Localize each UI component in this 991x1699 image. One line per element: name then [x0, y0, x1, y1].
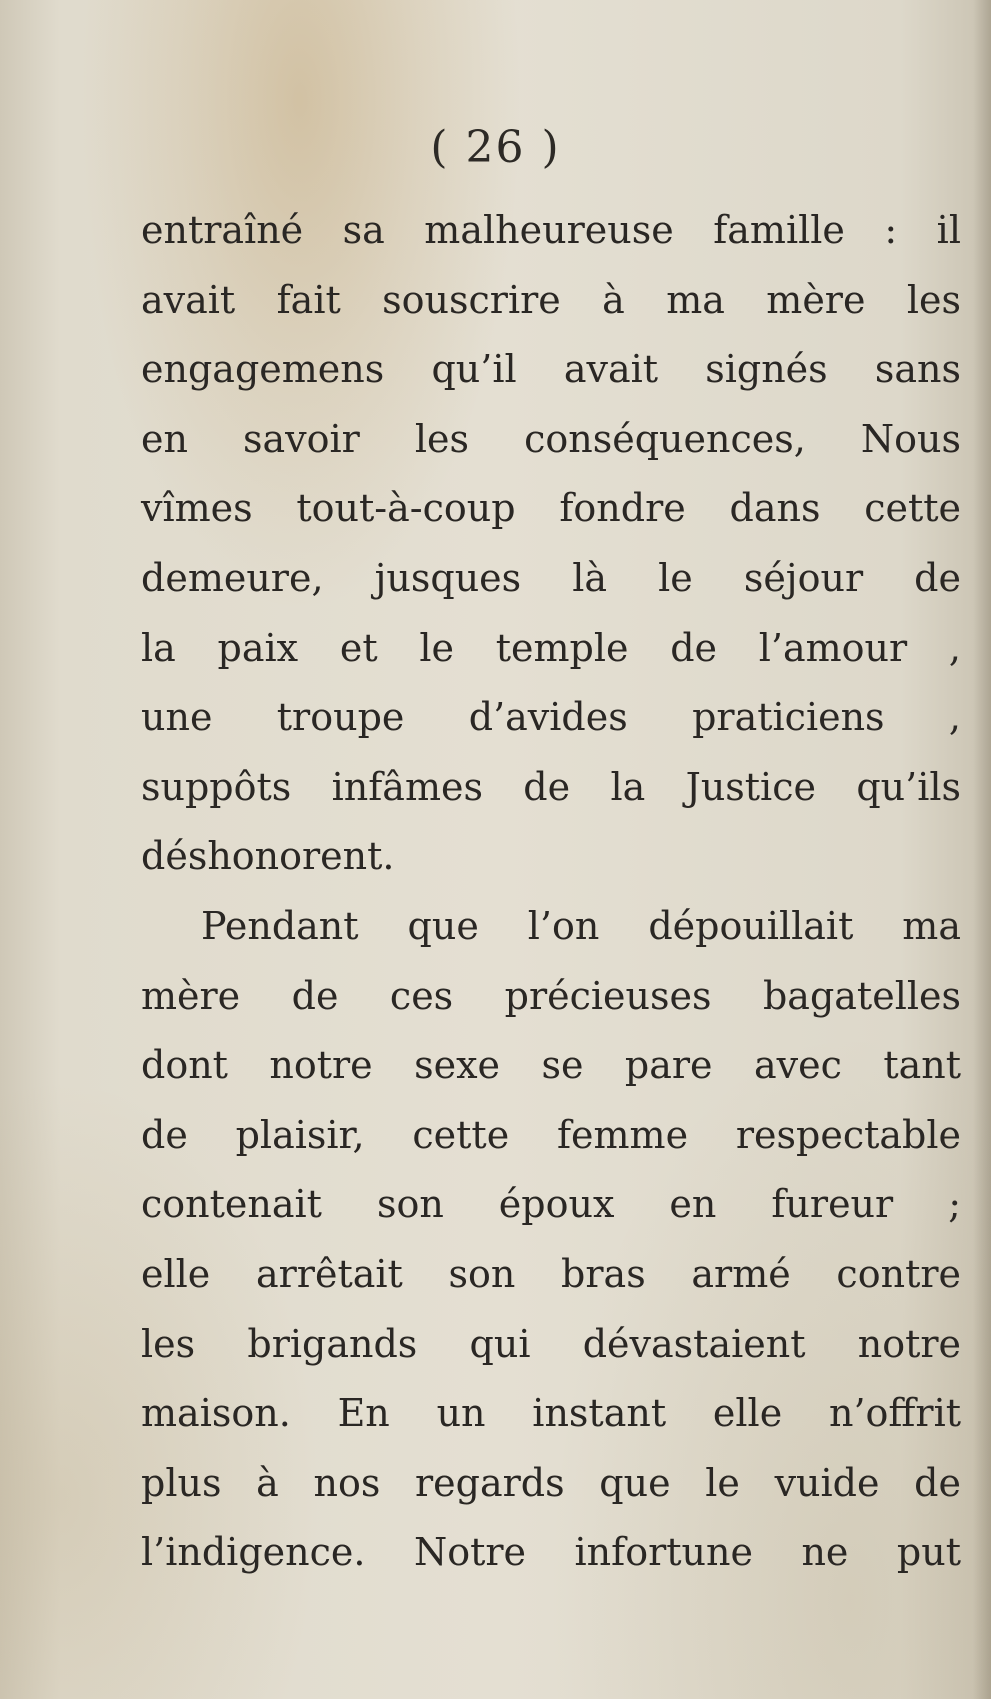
- text-line: plus à nos regards que le vuide de: [141, 1460, 961, 1505]
- text-line: demeure, jusques là le séjour de: [141, 555, 961, 600]
- paragraph-start-line: Pendant que l’on dépouillait ma: [201, 903, 961, 948]
- text-line: vîmes tout-à-coup fondre dans cette: [141, 486, 961, 531]
- text-line: engagemens qu’il avait signés sans: [141, 347, 961, 392]
- text-line: une troupe d’avides praticiens ,: [141, 695, 961, 740]
- text-line: dont notre sexe se pare avec tant: [141, 1043, 961, 1088]
- text-line: suppôts infâmes de la Justice qu’ils: [141, 764, 961, 809]
- text-line: maison. En un instant elle n’offrit: [141, 1391, 961, 1436]
- text-line: entraîné sa malheureuse famille : il: [141, 208, 961, 252]
- text-line: l’indigence. Notre infortune ne put: [141, 1530, 961, 1575]
- text-line: de plaisir, cette femme respectable: [141, 1112, 961, 1157]
- text-line: les brigands qui dévastaient notre: [141, 1321, 961, 1366]
- text-line: elle arrêtait son bras armé contre: [141, 1251, 961, 1296]
- page-number: ( 26 ): [430, 122, 561, 173]
- text-line: mère de ces précieuses bagatelles: [141, 973, 961, 1018]
- text-line: avait fait souscrire à ma mère les: [141, 277, 961, 322]
- page-body-text: [141, 196, 961, 1588]
- text-line: la paix et le temple de l’amour ,: [141, 625, 961, 670]
- text-line: en savoir les conséquences, Nous: [141, 416, 961, 461]
- text-line: contenait son époux en fureur ;: [141, 1182, 961, 1227]
- page-edge-shadow: [973, 0, 991, 1699]
- paragraph-end-line: déshonorent.: [141, 834, 395, 879]
